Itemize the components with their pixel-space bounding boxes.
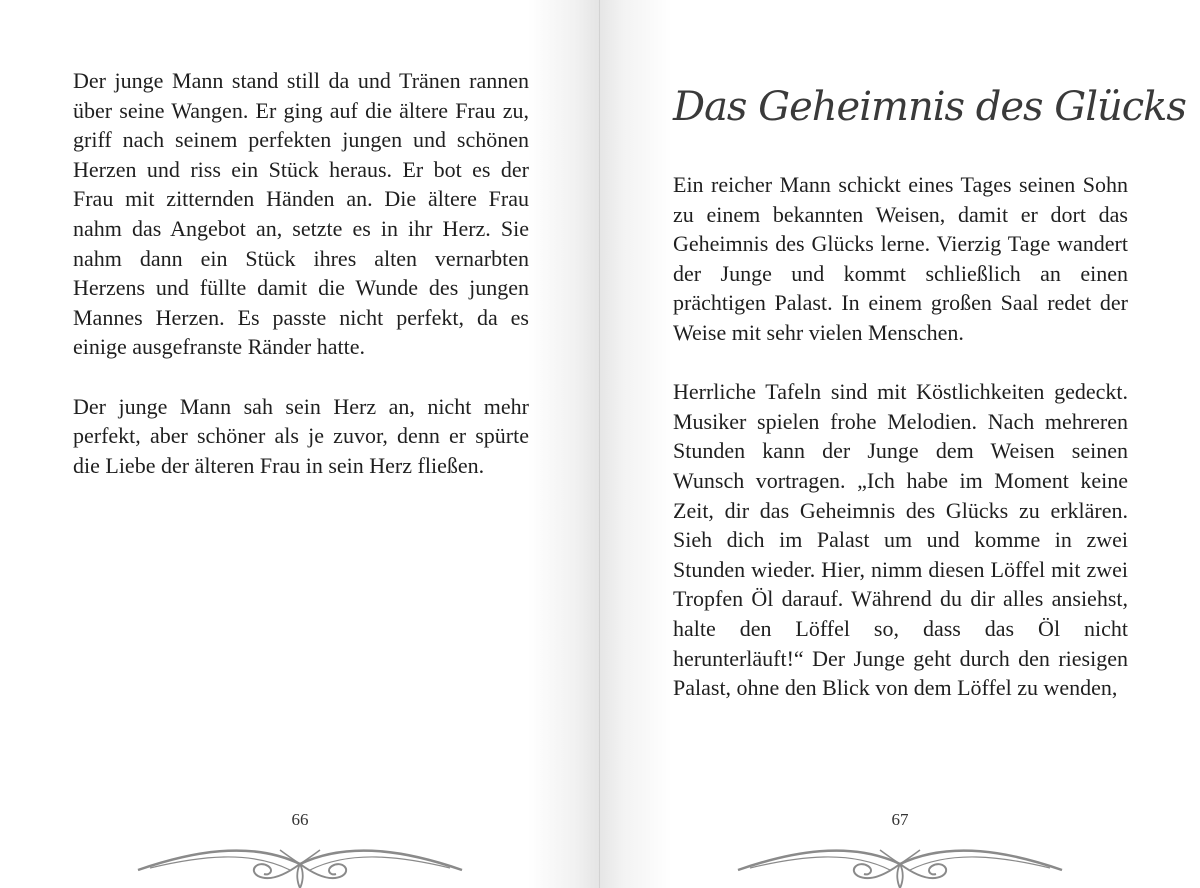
right-page-text: [673, 170, 1128, 732]
right-paragraph-1: Ein reicher Mann schickt eines Tages seinen Sohn zu einem bekannten Weisen, damit er dort das Geheimnis des Glücks lerne. Vierzig Tage wandert der Junge und kommt schließlich an einen prächtigen Palast. In einem großen Saal redet der Weise mit sehr vielen Menschen.: [673, 172, 1128, 345]
left-paragraph-2: Der junge Mann sah sein Herz an, nicht mehr perfekt, aber schöner als je zuvor, denn er spürte die Liebe der älteren Frau in sein Herz fließen.: [73, 393, 529, 478]
left-paragraph-1: Der junge Mann stand still da und Tränen rannen über seine Wangen. Er ging auf die ältere Frau zu, griff nach seinem perfekten jungen und schönen Herzen und riss ein Stück heraus. Er bot es der Frau mit zitternden Händen an. Die ältere Frau nahm das Angebot an, setzte es in ihr Herz. Sie nahm dann ein Stück ihres alten vernarbten Herzens und füllte damit die Wunde des jungen Mannes Herzen. Es passte nicht perfekt, da es einige ausgefranste Ränder hatte.: [73, 68, 529, 360]
chapter-title: Das Geheimnis des Glücks: [673, 84, 1186, 130]
flourish-ornament-icon: [730, 830, 1070, 888]
page-number-right: 67: [891, 810, 909, 829]
left-page-text: [73, 66, 529, 510]
right-page: [600, 0, 1200, 888]
right-paragraph-2: Herrliche Tafeln sind mit Köstlichkeiten gedeckt. Musiker spielen frohe Melodien. Nach mehreren Stunden kann der Junge dem Weisen seinen Wunsch vortragen. „Ich habe im Moment keine Zeit, dir das Geheimnis des Glücks zu erklären. Sieh dich im Palast um und komme in zwei Stunden wieder. Hier, nimm diesen Löffel mit zwei Tropfen Öl darauf. Während du dir alles ansiehst, halte den Löffel so, dass das Öl nicht herunterläuft!“ Der Junge geht durch den riesigen Palast, ohne den Blick von dem Löffel zu wenden,: [673, 379, 1128, 701]
page-number-left: 66: [291, 810, 309, 829]
flourish-ornament-icon: [130, 830, 470, 888]
